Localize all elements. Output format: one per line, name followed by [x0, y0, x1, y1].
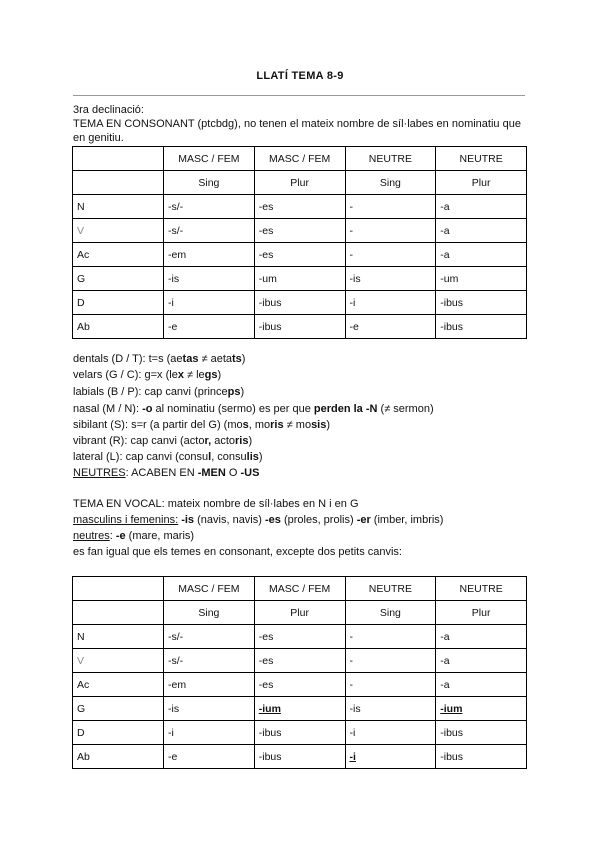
- note-bold: -US: [240, 467, 260, 479]
- table-cell: -a: [436, 243, 527, 267]
- table-cell: -s/-: [164, 195, 255, 219]
- case-label: G: [73, 267, 164, 291]
- header-cell: MASC / FEM: [164, 577, 255, 601]
- note-neutres: [73, 467, 259, 479]
- note-text: sibilant (S): s=r (a partir del G) (mo: [73, 419, 243, 431]
- note-text: velars (G / C): g=x (le: [73, 369, 178, 381]
- note-bold: -e: [115, 530, 126, 542]
- page-title: LLATÍ TEMA 8-9: [256, 70, 344, 82]
- note-bold: sis: [311, 419, 327, 431]
- note-text: ≠ mo: [283, 419, 312, 431]
- table-row: [73, 649, 527, 673]
- table-cell: -ibus: [254, 721, 345, 745]
- table-cell: -um: [254, 267, 345, 291]
- note-text: dentals (D / T): t=s (ae: [73, 353, 183, 365]
- note-velars: [73, 369, 221, 381]
- note-dentals: [73, 353, 245, 365]
- table-cell: -a: [436, 625, 527, 649]
- table-cell: -es: [254, 625, 345, 649]
- note-underlined: NEUTRES: [73, 467, 126, 479]
- table-cell: -es: [254, 195, 345, 219]
- table-row: [73, 697, 527, 721]
- note-text: nasal (M / N):: [73, 403, 143, 415]
- note-sibilant: [73, 419, 330, 431]
- note-text: (≠ sermon): [377, 403, 434, 415]
- header-cell: MASC / FEM: [254, 147, 345, 171]
- intro-line-3: en genitiu.: [73, 132, 124, 144]
- table-cell: -: [345, 625, 436, 649]
- table-cell: -: [345, 219, 436, 243]
- table-cell: -i: [345, 291, 436, 315]
- note-text: ≠ le: [183, 369, 205, 381]
- table-row: [73, 721, 527, 745]
- table-cell-highlight: [345, 745, 436, 769]
- table-cell: -e: [345, 315, 436, 339]
- vocal-line-4: es fan igual que els temes en consonant, excepte dos petits canvis:: [73, 546, 402, 558]
- table-header-row: [73, 577, 527, 601]
- note-text: : ACABEN EN: [125, 467, 198, 479]
- case-label: D: [73, 291, 164, 315]
- table-row: [73, 315, 527, 339]
- note-bold: -is: [178, 514, 195, 526]
- table-cell: -: [345, 673, 436, 697]
- subheader-cell: Plur: [254, 171, 345, 195]
- table-cell: -ibus: [436, 745, 527, 769]
- note-text: ): [248, 435, 253, 447]
- table-row: [73, 673, 527, 697]
- table-cell: -: [345, 649, 436, 673]
- table-subheader-row: [73, 171, 527, 195]
- table-cell: -is: [164, 697, 255, 721]
- note-bold: -o: [142, 403, 153, 415]
- note-text: vibrant (R): cap canvi (acto: [73, 435, 205, 447]
- table-cell: -um: [436, 267, 527, 291]
- case-label: N: [73, 625, 164, 649]
- table-cell: -i: [345, 721, 436, 745]
- table-cell: -is: [345, 697, 436, 721]
- vocal-line-1: TEMA EN VOCAL: mateix nombre de síl·labes en N i en G: [73, 498, 359, 510]
- note-bold: x: [177, 369, 184, 381]
- subheader-empty: [73, 171, 164, 195]
- note-bold: tas: [182, 353, 199, 365]
- table-cell: -em: [164, 243, 255, 267]
- header-cell: MASC / FEM: [254, 577, 345, 601]
- table-cell: -es: [254, 649, 345, 673]
- table-row: [73, 243, 527, 267]
- table-cell: -ibus: [436, 291, 527, 315]
- subheader-cell: Sing: [345, 171, 436, 195]
- table-cell: -ibus: [436, 315, 527, 339]
- table-cell: -s/-: [164, 625, 255, 649]
- note-bold: r,: [204, 435, 212, 447]
- case-label: Ab: [73, 315, 164, 339]
- case-label: V: [73, 219, 164, 243]
- note-text: ): [241, 353, 246, 365]
- header-empty: [73, 577, 164, 601]
- table-row: [73, 195, 527, 219]
- table-row: [73, 219, 527, 243]
- subheader-empty: [73, 601, 164, 625]
- intro-line-2: TEMA EN CONSONANT (ptcbdg), no tenen el mateix nombre de síl·labes en nominatiu que: [73, 118, 521, 130]
- note-text: (proles, prolis): [280, 514, 357, 526]
- note-bold: lis: [246, 451, 259, 463]
- note-lateral: [73, 451, 263, 463]
- note-text: lateral (L): cap canvi (consu: [73, 451, 209, 463]
- note-text: ≠ aeta: [198, 353, 233, 365]
- table-subheader-row: [73, 601, 527, 625]
- note-underlined: masculins i femenins:: [73, 514, 179, 526]
- note-text: (imber, imbris): [370, 514, 444, 526]
- header-cell: NEUTRE: [436, 577, 527, 601]
- table-cell: -a: [436, 673, 527, 697]
- subheader-cell: Plur: [254, 601, 345, 625]
- header-cell: NEUTRE: [345, 577, 436, 601]
- case-label: D: [73, 721, 164, 745]
- table-cell: -is: [345, 267, 436, 291]
- highlighted-ending: -ium: [440, 702, 463, 715]
- subheader-cell: Plur: [436, 601, 527, 625]
- case-label: Ac: [73, 243, 164, 267]
- table-cell: -es: [254, 219, 345, 243]
- header-empty: [73, 147, 164, 171]
- table-cell: -a: [436, 649, 527, 673]
- note-bold: l: [208, 451, 212, 463]
- declension-table-consonant: [72, 146, 527, 339]
- table-row: [73, 291, 527, 315]
- note-bold: -er: [356, 514, 371, 526]
- case-label: Ac: [73, 673, 164, 697]
- table-cell: -is: [164, 267, 255, 291]
- table-row: [73, 625, 527, 649]
- note-text: acto: [211, 435, 236, 447]
- case-label: Ab: [73, 745, 164, 769]
- note-bold: gs: [204, 369, 218, 381]
- case-label: V: [73, 649, 164, 673]
- note-text: , consu: [211, 451, 247, 463]
- header-cell: MASC / FEM: [164, 147, 255, 171]
- table-cell: -a: [436, 195, 527, 219]
- note-text: ): [258, 451, 263, 463]
- table-cell-highlight: [254, 697, 345, 721]
- table-cell: -ibus: [254, 315, 345, 339]
- table-cell: -a: [436, 219, 527, 243]
- highlighted-ending: -i: [349, 750, 356, 763]
- note-text: :: [109, 530, 116, 542]
- header-cell: NEUTRE: [345, 147, 436, 171]
- subheader-cell: Plur: [436, 171, 527, 195]
- table-row: [73, 745, 527, 769]
- note-bold: ris: [235, 435, 249, 447]
- note-underlined: neutres: [73, 530, 110, 542]
- subheader-cell: Sing: [164, 171, 255, 195]
- note-text: ): [217, 369, 222, 381]
- intro-line-1: 3ra declinació:: [73, 104, 144, 116]
- table-cell: -ibus: [436, 721, 527, 745]
- note-text: , mo: [248, 419, 271, 431]
- note-text: O: [225, 467, 241, 479]
- note-text: al nominatiu (sermo) es per que: [152, 403, 314, 415]
- table-cell: -s/-: [164, 649, 255, 673]
- note-nasal: [73, 403, 434, 415]
- note-text: labials (B / P): cap canvi (prince: [73, 386, 228, 398]
- note-labials: [73, 386, 244, 398]
- case-label: G: [73, 697, 164, 721]
- table-cell: -i: [164, 721, 255, 745]
- note-text: (navis, navis): [194, 514, 265, 526]
- note-bold: s: [242, 419, 249, 431]
- table-cell: -s/-: [164, 219, 255, 243]
- note-bold: ris: [270, 419, 284, 431]
- note-bold: ps: [227, 386, 241, 398]
- table-cell: -: [345, 243, 436, 267]
- title-rule: [73, 95, 525, 96]
- table-cell: -e: [164, 745, 255, 769]
- table-cell: -ibus: [254, 291, 345, 315]
- subheader-cell: Sing: [345, 601, 436, 625]
- table-cell: -ibus: [254, 745, 345, 769]
- note-text: ): [240, 386, 245, 398]
- vocal-neutres-line: [73, 530, 194, 542]
- note-text: (mare, maris): [125, 530, 195, 542]
- table-cell: -es: [254, 673, 345, 697]
- note-bold: ts: [232, 353, 242, 365]
- table-cell: -e: [164, 315, 255, 339]
- case-label: N: [73, 195, 164, 219]
- subheader-cell: Sing: [164, 601, 255, 625]
- note-bold: -es: [264, 514, 281, 526]
- declension-table-vowel: [72, 576, 527, 769]
- table-row: [73, 267, 527, 291]
- highlighted-ending: -ium: [258, 702, 281, 715]
- vocal-masc-line: [73, 514, 443, 526]
- table-header-row: [73, 147, 527, 171]
- header-cell: NEUTRE: [436, 147, 527, 171]
- table-cell: -em: [164, 673, 255, 697]
- note-bold: perden la -N: [313, 403, 378, 415]
- note-vibrant: [73, 435, 252, 447]
- table-cell: -: [345, 195, 436, 219]
- table-cell: -i: [164, 291, 255, 315]
- note-bold: -MEN: [197, 467, 226, 479]
- table-cell: -es: [254, 243, 345, 267]
- note-text: ): [326, 419, 331, 431]
- table-cell-highlight: [436, 697, 527, 721]
